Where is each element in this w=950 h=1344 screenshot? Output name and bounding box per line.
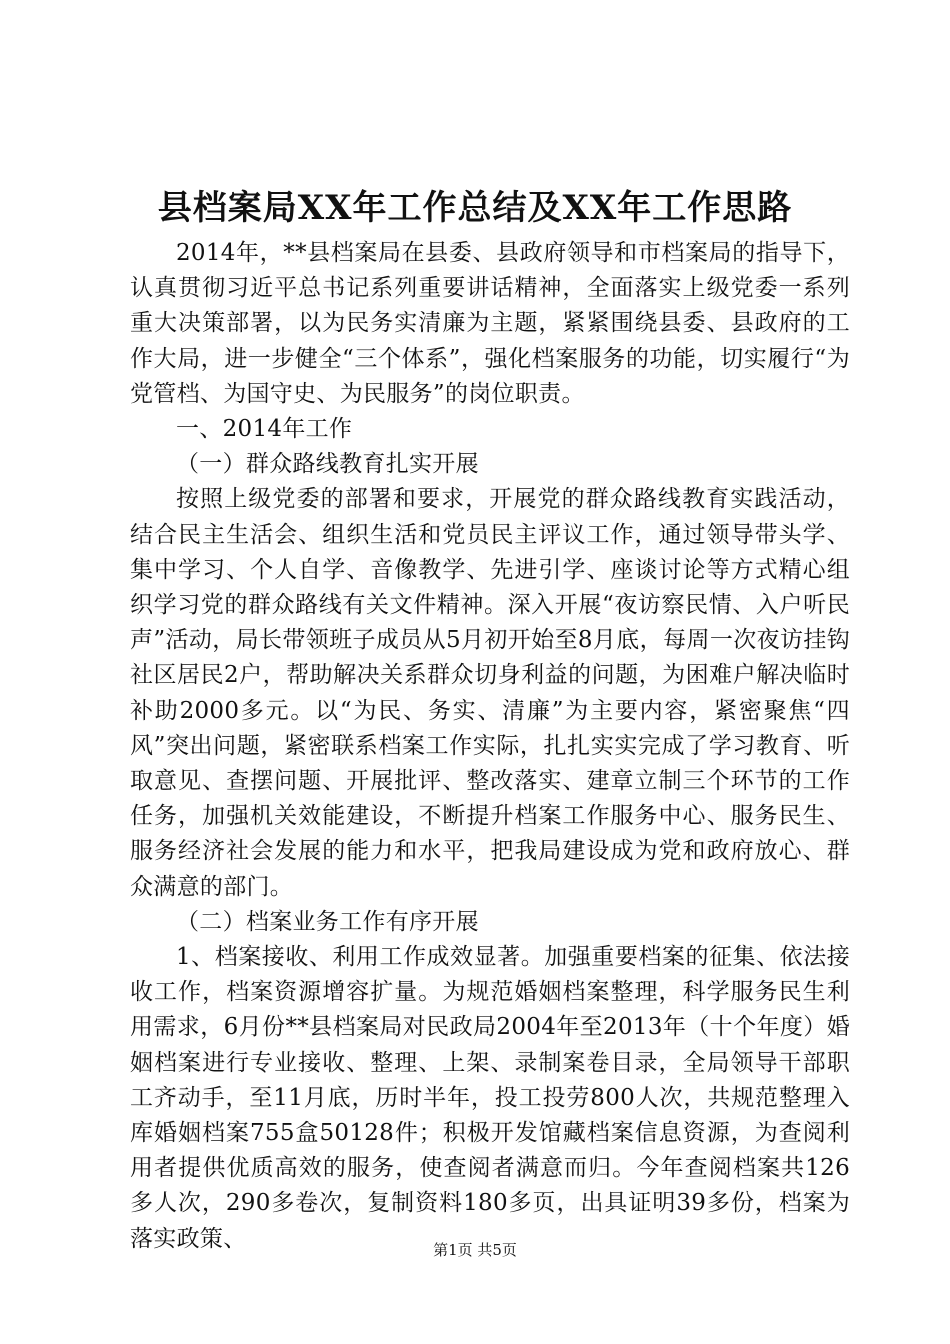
document-title: 县档案局XX年工作总结及XX年工作思路 — [157, 188, 793, 228]
document-body — [130, 236, 850, 1257]
body-paragraph-mass-line: 按照上级党委的部署和要求，开展党的群众路线教育实践活动，结合民主生活会、组织生活和党员民主评议工作，通过领导带头学、集中学习、个人自学、音像教学、先进引学、座谈讨论等方式精心组织学习党的群众路线有关文件精神。深入开展“夜访察民情、入户听民声”活动，局长带领班子成员从5月初开始至8月底，每周一次夜访挂钩社区居民2户，帮助解决关系群众切身利益的问题，为困难户解决临时补助2000多元。以“为民、务实、清廉”为主要内容，紧密聚焦“四风”突出问题，紧密联系档案工作实际，扎扎实实完成了学习教育、听取意见、查摆问题、开展批评、整改落实、建章立制三个环节的工作任务，加强机关效能建设，不断提升档案工作服务中心、服务民生、服务经济社会发展的能力和水平，把我局建设成为党和政府放心、群众满意的部门。 — [130, 486, 850, 900]
page-number-footer: 第1页 共5页 — [433, 1241, 517, 1259]
body-paragraph-archive-receipt: 1、档案接收、利用工作成效显著。加强重要档案的征集、依法接收工作，档案资源增容扩量。为规范婚姻档案整理，科学服务民生利用需求，6月份**县档案局对民政局2004年至2013年（十个年度）婚姻档案进行专业接收、整理、上架、录制案卷目录，全局领导干部职工齐动手，至11月底，历时半年，投工投劳800人次，共规范整理入库婚姻档案755盒50128件；积极开发馆藏档案信息资源，为查阅利用者提供优质高效的服务，使查阅者满意而归。今年查阅档案共126多人次，290多卷次，复制资料180多页，出具证明39多份，档案为落实政策、 — [130, 944, 850, 1252]
intro-paragraph: 2014年，**县档案局在县委、县政府领导和市档案局的指导下，认真贯彻习近平总书记系列重要讲话精神，全面落实上级党委一系列重大决策部署，以为民务实清廉为主题，紧紧围绕县委、县政府的工作大局，进一步健全“三个体系”，强化档案服务的功能，切实履行“为党管档、为国守史、为民服务”的岗位职责。 — [130, 240, 850, 407]
subsection-heading-2: （二）档案业务工作有序开展 — [176, 908, 479, 935]
section-heading-2014-work: 一、2014年工作 — [176, 416, 353, 443]
subsection-heading-1: （一）群众路线教育扎实开展 — [176, 451, 479, 478]
